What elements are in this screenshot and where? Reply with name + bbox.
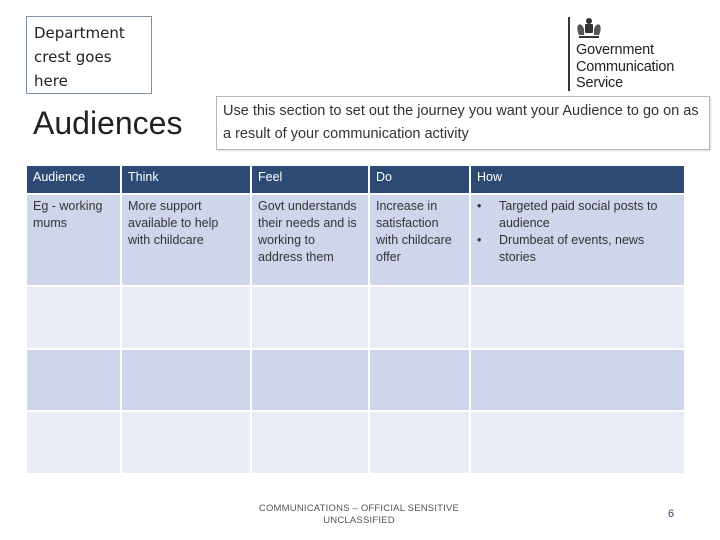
logo-line: Government [576,42,654,58]
footer-line: UNCLASSIFIED [323,515,395,526]
page-number: 6 [668,508,675,520]
page-title: Audiences [33,105,183,141]
column-header-think: Think [121,165,251,194]
crest-placeholder-line: crest goes [34,48,112,66]
empty-cell[interactable] [26,286,121,349]
empty-cell[interactable] [121,411,251,474]
empty-cell[interactable] [470,411,685,474]
classification-footer [250,503,468,527]
logo-divider-bar [568,17,570,91]
column-header-do: Do [369,165,470,194]
crest-placeholder-line: here [34,72,68,90]
empty-cell[interactable] [369,349,470,411]
empty-cell[interactable] [470,349,685,411]
gcs-logo [568,17,708,93]
table-row [26,411,685,474]
cell-do[interactable]: Increase in satisfaction with childcare offer [369,194,470,286]
list-item: • Drumbeat of events, news stories [499,232,678,266]
column-header-how: How [470,165,685,194]
footer-line: COMMUNICATIONS – OFFICIAL SENSITIVE [258,503,460,514]
empty-cell[interactable] [121,349,251,411]
empty-cell[interactable] [26,349,121,411]
cell-how[interactable] [470,194,685,286]
department-crest-placeholder [26,16,152,94]
empty-cell[interactable] [470,286,685,349]
logo-line: Communication [576,58,675,75]
column-header-feel: Feel [251,165,369,194]
column-header-audience: Audience [26,165,121,194]
table-row [26,286,685,349]
list-item: • Targeted paid social posts to audience [499,198,678,232]
intro-text-box[interactable]: Use this section to set out the journey you want your Audience to go on as a result of your communication activity [216,96,710,150]
empty-cell[interactable] [251,286,369,349]
empty-cell[interactable] [369,411,470,474]
empty-cell[interactable] [26,411,121,474]
cell-audience[interactable]: Eg - working mums [26,194,121,286]
empty-cell[interactable] [121,286,251,349]
empty-cell[interactable] [251,411,369,474]
crest-placeholder-line: Department [34,24,125,42]
empty-cell[interactable] [251,349,369,411]
empty-cell[interactable] [369,286,470,349]
table-row [26,349,685,411]
table-header-row [26,165,685,194]
audience-journey-table [25,164,686,475]
royal-coat-of-arms-icon [576,17,602,39]
logo-line: Service [576,75,623,91]
cell-think[interactable]: More support available to help with childcare [121,194,251,286]
table-row [26,194,685,286]
gcs-logo-text [576,42,674,92]
cell-feel[interactable]: Govt understands their needs and is working to address them [251,194,369,286]
how-bullet-list [477,198,678,266]
